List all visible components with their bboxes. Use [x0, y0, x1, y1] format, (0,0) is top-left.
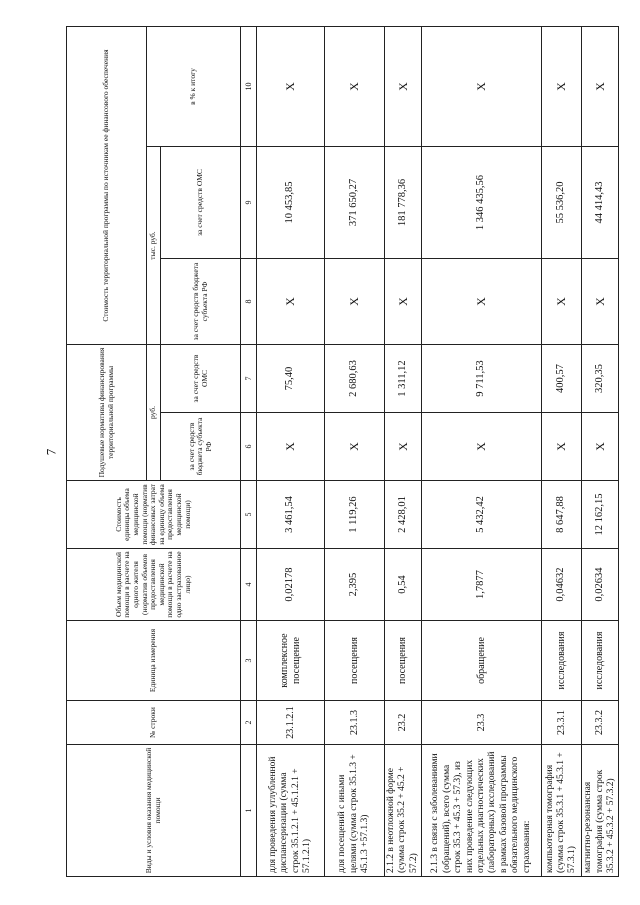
header-total-unit: тыс. руб. — [147, 147, 161, 345]
row-pc-budget: X — [542, 413, 582, 481]
col-number: 3 — [241, 621, 257, 701]
row-t-budget: X — [422, 259, 542, 345]
header-per-capita-unit: руб. — [147, 345, 161, 481]
row-name: для проведения углубленной диспансеризации (сумма строк 35.1.2.1 + 45.1.2.1 + 57.1.2.1) — [257, 745, 325, 877]
header-t-oms: за счет средств ОМС — [161, 147, 241, 259]
row-volume: 0,04632 — [542, 549, 582, 621]
header-unit: Единица измерения — [67, 621, 241, 701]
row-pc-budget: X — [422, 413, 542, 481]
row-pct: X — [325, 27, 385, 147]
col-number: 2 — [241, 701, 257, 745]
table-row — [422, 27, 542, 877]
header-per-capita: Подушевые нормативы финансирования территориальной программы — [67, 345, 147, 481]
row-name: для посещений с иными целями (сумма строк 35.1.3 + 45.1.3 +57.1.3) — [325, 745, 385, 877]
row-unit: посещения — [385, 621, 422, 701]
header-total: Стоимость территориальной программы по источникам ее финансового обеспечения — [67, 27, 147, 345]
header-row-no: № строки — [67, 701, 241, 745]
row-no: 23.1.3 — [325, 701, 385, 745]
row-t-oms: 371 650,27 — [325, 147, 385, 259]
table-row — [542, 27, 582, 877]
header-types: Виды и условия оказания медицинской помощи — [67, 745, 241, 877]
row-t-budget: X — [385, 259, 422, 345]
header-total-pct: в % к итогу — [147, 27, 241, 147]
row-pc-oms: 1 311,12 — [385, 345, 422, 413]
rotated-page — [66, 27, 616, 877]
row-t-oms: 55 536,20 — [542, 147, 582, 259]
row-pct: X — [422, 27, 542, 147]
row-cost: 5 432,42 — [422, 481, 542, 549]
col-number: 10 — [241, 27, 257, 147]
row-t-budget: X — [582, 259, 619, 345]
row-t-oms: 1 346 435,56 — [422, 147, 542, 259]
row-cost: 1 119,26 — [325, 481, 385, 549]
row-pc-oms: 400,57 — [542, 345, 582, 413]
table-row — [582, 27, 619, 877]
row-t-budget: X — [542, 259, 582, 345]
row-name: 2.1.3 в связи с заболеваниями (обращений), всего (сумма строк 35.3 + 45.3 + 57.3), из них проведение следующих отдельных диагностических (лабораторных) исследований в рамках базовой программы обязательного медицинского страхования: — [422, 745, 542, 877]
row-name: компьютерная томография (сумма строк 35.3.1 + 45.3.1 + 57.3.1) — [542, 745, 582, 877]
row-volume: 0,02634 — [582, 549, 619, 621]
row-pc-budget: X — [385, 413, 422, 481]
row-volume: 1,7877 — [422, 549, 542, 621]
row-pc-budget: X — [257, 413, 325, 481]
row-pc-oms: 320,35 — [582, 345, 619, 413]
col-number: 5 — [241, 481, 257, 549]
row-pct: X — [542, 27, 582, 147]
row-unit: посещения — [325, 621, 385, 701]
table-row — [257, 27, 325, 877]
header-volume: Объем медицинской помощи в расчете на одного жителя (норматив объемов предоставления медицинской помощи в расчете на одно застрахованное лицо) — [67, 549, 241, 621]
row-no: 23.3.2 — [582, 701, 619, 745]
row-pc-oms: 9 711,53 — [422, 345, 542, 413]
row-cost: 3 461,54 — [257, 481, 325, 549]
row-pct: X — [257, 27, 325, 147]
row-t-budget: X — [257, 259, 325, 345]
row-pc-budget: X — [582, 413, 619, 481]
financing-table — [66, 26, 619, 877]
row-name: 2.1.2 в неотложной форме (сумма строк 35.2 + 45.2 + 57.2) — [385, 745, 422, 877]
row-pc-budget: X — [325, 413, 385, 481]
header-pc-oms: за счет средств ОМС — [161, 345, 241, 413]
row-unit: исследования — [542, 621, 582, 701]
row-pc-oms: 2 680,63 — [325, 345, 385, 413]
row-no: 23.1.2.1 — [257, 701, 325, 745]
row-pct: X — [582, 27, 619, 147]
row-volume: 0,54 — [385, 549, 422, 621]
row-no: 23.3 — [422, 701, 542, 745]
table-row — [385, 27, 422, 877]
col-number: 8 — [241, 259, 257, 345]
row-volume: 2,395 — [325, 549, 385, 621]
row-name: магнитно-резонансная томография (сумма строк 35.3.2 + 45.3.2 + 57.3.2) — [582, 745, 619, 877]
table-container — [66, 27, 616, 877]
row-t-oms: 44 414,43 — [582, 147, 619, 259]
row-unit: комплексное посещение — [257, 621, 325, 701]
row-cost: 8 647,88 — [542, 481, 582, 549]
col-number: 6 — [241, 413, 257, 481]
col-number: 7 — [241, 345, 257, 413]
header-cost: Стоимость единицы объема медицинской помощи (норматив финансовых затрат на единицу объема предоставления медицинской помощи) — [67, 481, 241, 549]
row-t-oms: 181 778,36 — [385, 147, 422, 259]
row-pct: X — [385, 27, 422, 147]
col-number: 1 — [241, 745, 257, 877]
header-t-budget: за счет средств бюджета субъекта РФ — [161, 259, 241, 345]
row-volume: 0,02178 — [257, 549, 325, 621]
row-unit: обращение — [422, 621, 542, 701]
row-pc-oms: 75,40 — [257, 345, 325, 413]
row-t-budget: X — [325, 259, 385, 345]
row-t-oms: 10 453,85 — [257, 147, 325, 259]
col-number: 4 — [241, 549, 257, 621]
row-no: 23.2 — [385, 701, 422, 745]
row-unit: исследования — [582, 621, 619, 701]
row-cost: 12 162,15 — [582, 481, 619, 549]
row-cost: 2 428,01 — [385, 481, 422, 549]
row-no: 23.3.1 — [542, 701, 582, 745]
table-row — [325, 27, 385, 877]
header-pc-budget: за счет средств бюджета субъекта РФ — [161, 413, 241, 481]
col-number: 9 — [241, 147, 257, 259]
page-number: 7 — [43, 448, 59, 456]
